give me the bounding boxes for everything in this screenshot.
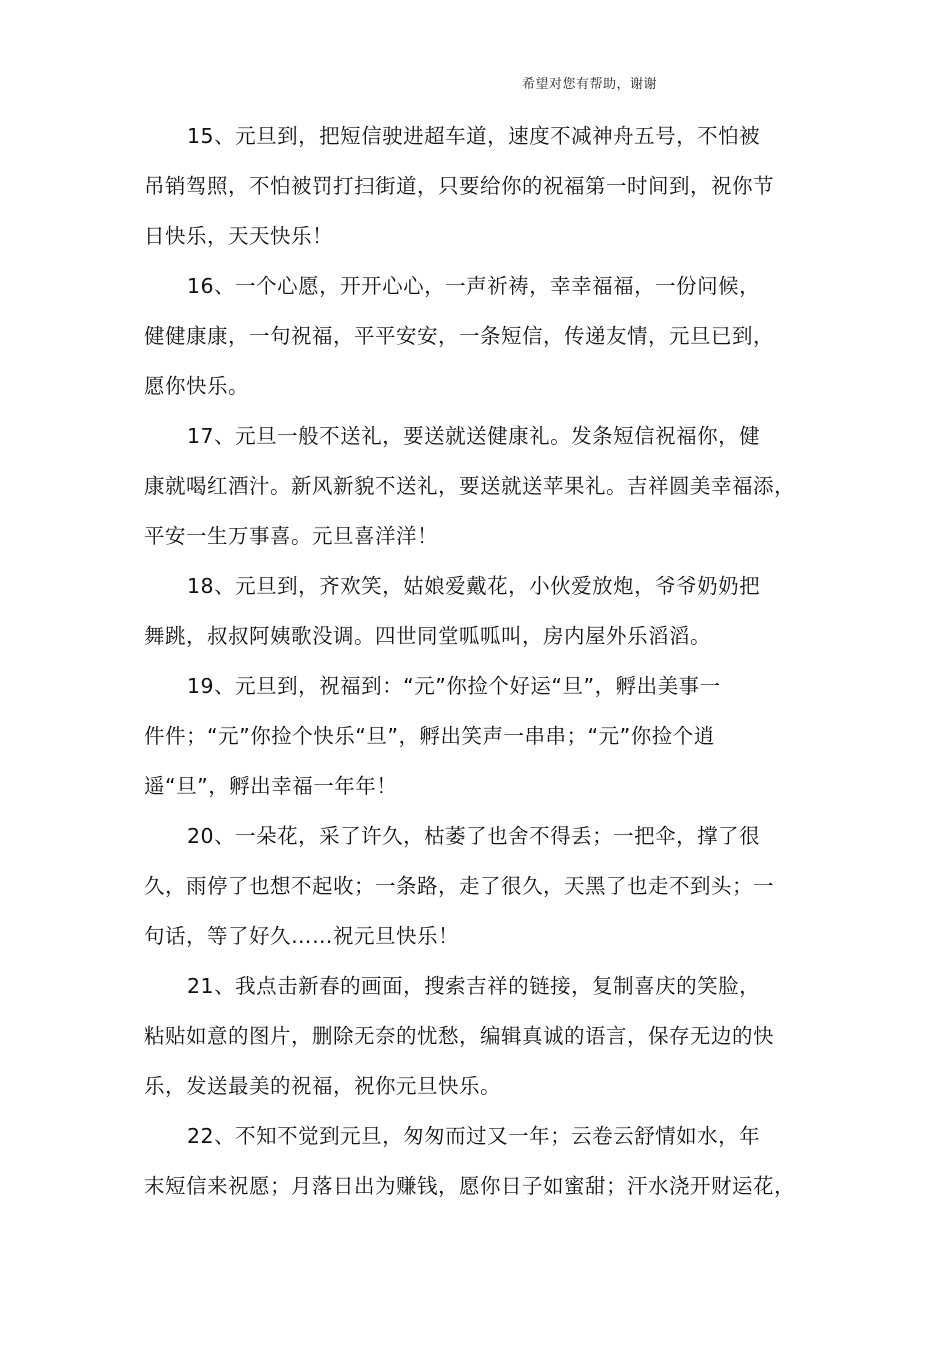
paragraph-line: 末短信来祝愿；月落日出为赚钱，愿你日子如蜜甜；汗水浇开财运花， [144,1174,795,1198]
paragraph-line: 乐，发送最美的祝福，祝你元旦快乐。 [144,1074,501,1098]
paragraph-line: 20、一朵花，采了许久，枯萎了也舍不得丢；一把伞，撑了很 [187,824,761,848]
paragraph-line: 16、一个心愿，开开心心，一声祈祷，幸幸福福，一份问候， [187,274,761,298]
paragraph-line: 舞跳，叔叔阿姨歌没调。四世同堂呱呱叫，房内屋外乐滔滔。 [144,624,711,648]
paragraph-line: 愿你快乐。 [144,374,249,398]
paragraph-line: 21、我点击新春的画面，搜索吉祥的链接，复制喜庆的笑脸， [187,974,761,998]
paragraph-line: 22、不知不觉到元旦，匆匆而过又一年；云卷云舒情如水，年 [187,1124,761,1148]
header-note: 希望对您有帮助，谢谢 [522,77,658,92]
paragraph-line: 17、元旦一般不送礼，要送就送健康礼。发条短信祝福你，健 [187,424,761,448]
paragraph-line: 久，雨停了也想不起收；一条路，走了很久，天黑了也走不到头；一 [144,874,774,898]
paragraph-line: 粘贴如意的图片，删除无奈的忧愁，编辑真诚的语言，保存无边的快 [144,1024,774,1048]
paragraph-line: 18、元旦到，齐欢笑，姑娘爱戴花，小伙爱放炮，爷爷奶奶把 [187,574,761,598]
paragraph-line: 19、元旦到，祝福到：“元”你捡个好运“旦”，孵出美事一 [187,674,721,698]
paragraph-line: 件件；“元”你捡个快乐“旦”，孵出笑声一串串；“元”你捡个逍 [144,724,715,748]
paragraph-line: 句话，等了好久……祝元旦快乐！ [144,924,459,948]
paragraph-line: 日快乐，天天快乐！ [144,224,333,248]
paragraph-line: 15、元旦到，把短信驶进超车道，速度不减神舟五号，不怕被 [187,124,761,148]
paragraph-line: 吊销驾照，不怕被罚打扫街道，只要给你的祝福第一时间到，祝你节 [144,174,774,198]
paragraph-line: 健健康康，一句祝福，平平安安，一条短信，传递友情，元旦已到， [144,324,774,348]
paragraph-line: 康就喝红酒汁。新风新貌不送礼，要送就送苹果礼。吉祥圆美幸福添， [144,474,795,498]
paragraph-line: 平安一生万事喜。元旦喜洋洋！ [144,524,438,548]
paragraph-line: 遥“旦”，孵出幸福一年年！ [144,774,398,798]
